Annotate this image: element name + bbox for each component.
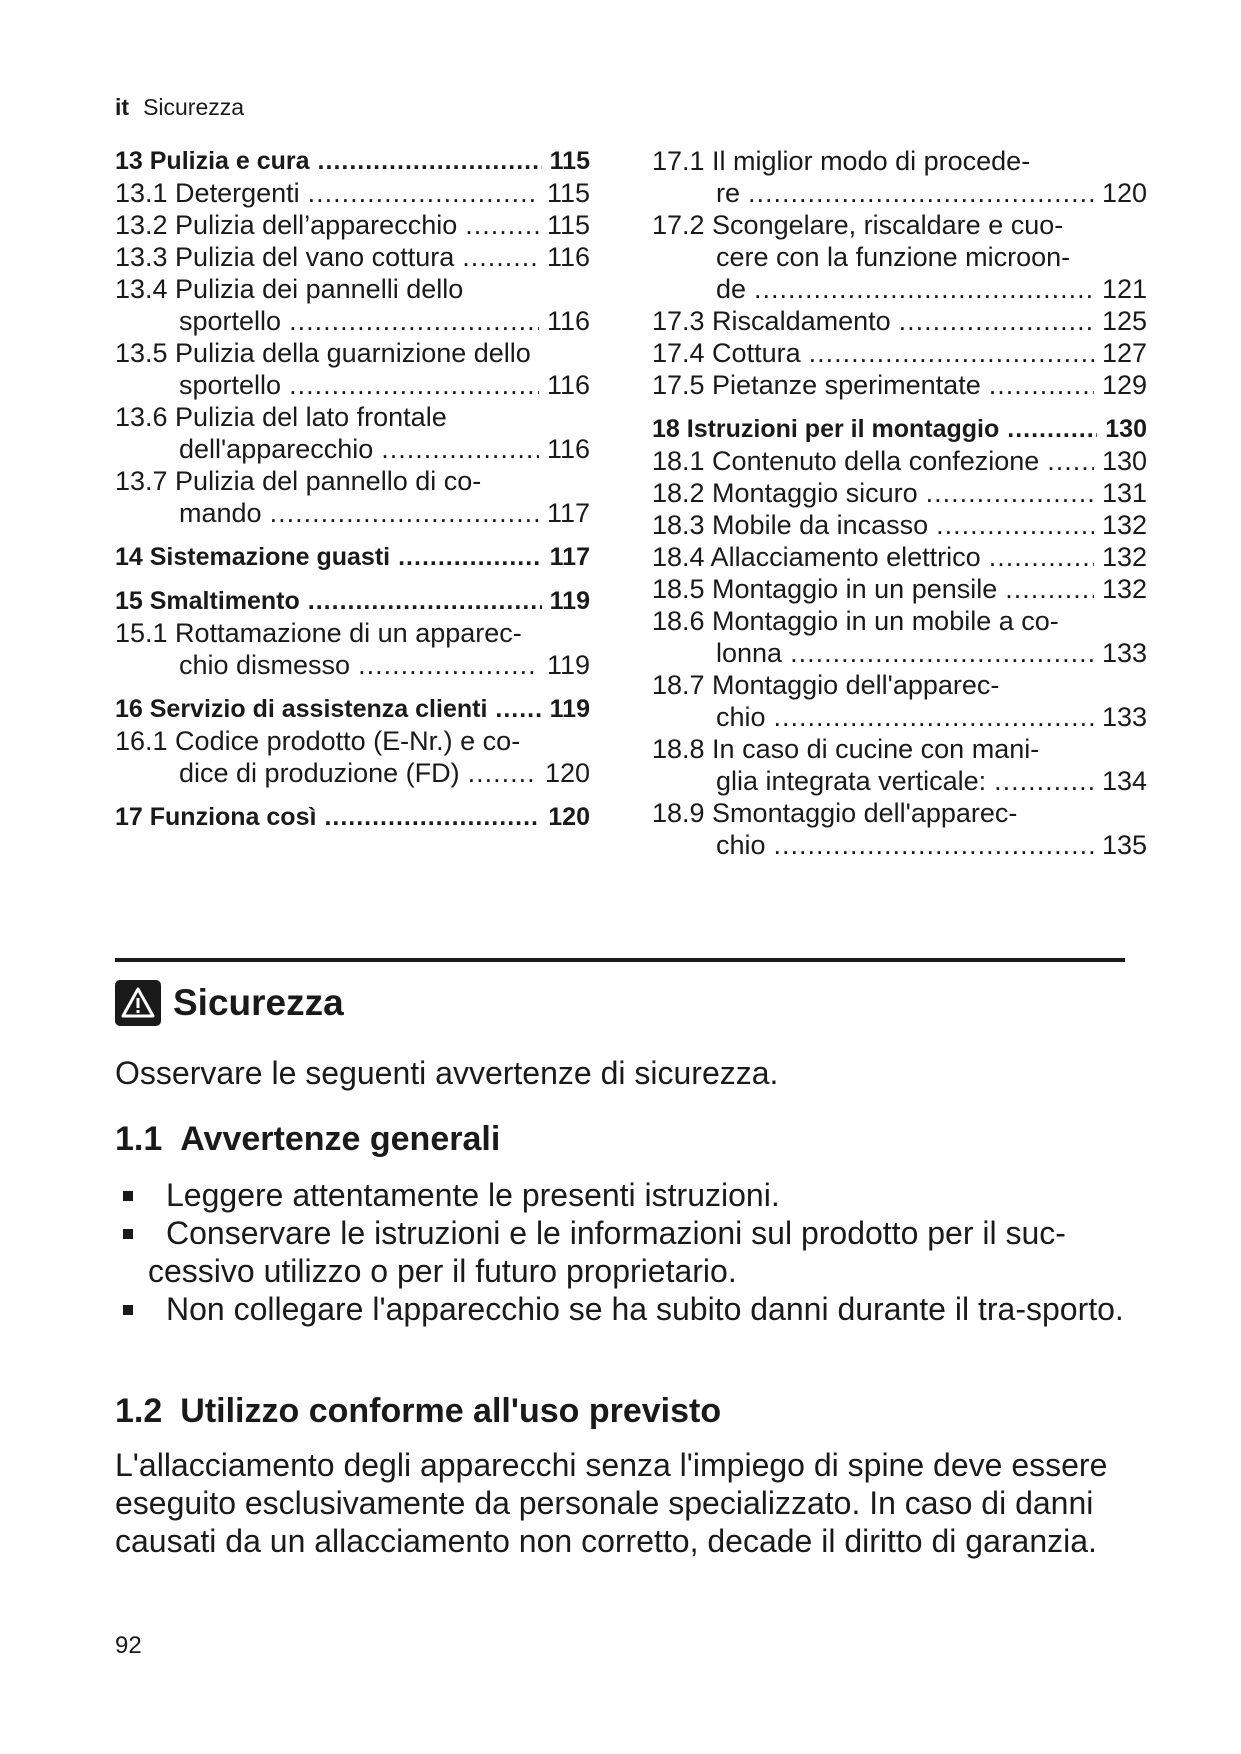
language-code: it [115, 94, 130, 120]
toc-entry-last-line [115, 757, 590, 789]
toc-page-number: 116 [546, 242, 590, 272]
toc-entry-title: 18.5 Montaggio in un pensile [652, 574, 998, 604]
toc-leader-dots [989, 541, 1094, 573]
toc-entry-last-line [652, 765, 1147, 797]
toc-entry-title: 17 Funziona così [115, 803, 317, 831]
toc-entry-title-continued: chio [716, 830, 766, 860]
list-item-text: Conservare le istruzioni e le informazioni sul prodotto per il suc-cessivo utilizzo o per il futuro proprietario. [148, 1215, 1066, 1289]
toc-subsection [652, 209, 1147, 305]
toc-entry-last-line [652, 177, 1147, 209]
toc-page-number: 131 [1101, 478, 1147, 508]
toc-page-number: 130 [1105, 415, 1147, 443]
toc-subsection [115, 465, 590, 529]
toc-entry-title: 15 Smaltimento [115, 587, 300, 615]
toc-subsection [652, 145, 1147, 209]
toc-leader-dots [270, 497, 539, 529]
toc-page-number: 130 [1101, 446, 1147, 476]
toc-leader-dots [774, 829, 1094, 861]
toc-subsection [652, 305, 1147, 337]
toc-leader-dots [318, 145, 542, 177]
toc-page-number: 119 [549, 587, 590, 615]
toc-leader-dots [1005, 573, 1094, 605]
toc-entry-title: 13.4 Pulizia dei pannelli dello [115, 274, 464, 304]
warning-triangle-icon [115, 980, 161, 1026]
toc-entry-title-continued: cere con la funzione microon- [716, 242, 1071, 272]
toc-subsection [115, 241, 590, 273]
section-intro: Osservare le seguenti avvertenze di sicurezza. [115, 1055, 779, 1091]
toc-entry-last-line [115, 497, 590, 529]
toc-entry-title: 17.4 Cottura [652, 338, 801, 368]
toc-leader-dots [790, 637, 1094, 669]
section-divider [115, 958, 1125, 962]
toc-page-number: 135 [1101, 830, 1147, 860]
table-of-contents-left [115, 145, 590, 833]
toc-entry-title-continued: dell'apparecchio [179, 434, 374, 464]
toc-leader-dots [381, 433, 539, 465]
toc-entry-title-continued: chio [716, 702, 766, 732]
toc-subsection [652, 369, 1147, 401]
toc-entry-title: 18.2 Montaggio sicuro [652, 478, 918, 508]
toc-leader-dots [468, 757, 537, 789]
toc-entry-title: 17.1 Il miglior modo di procede- [652, 146, 1031, 176]
intended-use-paragraph: L'allacciamento degli apparecchi senza l'impiego di spine deve essere eseguito esclusivamente da personale specializzato. In caso di danni causati da un allacciamento non corretto, decade il diritto di garanzia. [115, 1447, 1108, 1559]
toc-entry-title: 18.7 Montaggio dell'apparec- [652, 670, 1000, 700]
toc-entry-title: 18 Istruzioni per il montaggio [652, 415, 1000, 443]
toc-entry-last-line [652, 701, 1147, 733]
toc-page-number: 127 [1101, 338, 1147, 368]
toc-page-number: 116 [546, 434, 590, 464]
toc-page-number: 117 [546, 498, 590, 528]
toc-entry-title-continued: lonna [716, 638, 783, 668]
toc-leader-dots [936, 509, 1094, 541]
toc-leader-dots [462, 241, 539, 273]
toc-leader-dots [1007, 413, 1097, 445]
warning-list [115, 1176, 1145, 1328]
toc-page-number: 121 [1101, 274, 1147, 304]
heading-text: Avvertenze generali [180, 1120, 501, 1158]
toc-subsection [652, 669, 1147, 733]
toc-subsection [652, 445, 1147, 477]
toc-page-number: 116 [546, 370, 590, 400]
toc-entry-title: 18.3 Mobile da incasso [652, 510, 929, 540]
toc-leader-dots [308, 585, 542, 617]
toc-chapter [115, 585, 590, 617]
toc-entry-title: 13.3 Pulizia del vano cottura [115, 242, 455, 272]
heading-general-warnings [115, 1120, 500, 1159]
toc-page-number: 132 [1101, 542, 1147, 572]
toc-entry-title: 15.1 Rottamazione di un apparec- [115, 618, 522, 648]
toc-page-number: 115 [546, 210, 590, 240]
toc-entry-title-continued: glia integrata verticale: [716, 766, 987, 796]
section-title: Sicurezza [173, 982, 344, 1023]
toc-entry-title: 13 Pulizia e cura [115, 147, 310, 175]
toc-page-number: 120 [544, 758, 590, 788]
toc-subsection [652, 541, 1147, 573]
toc-chapter [115, 145, 590, 177]
toc-entry-title: 18.1 Contenuto della confezione [652, 446, 1040, 476]
toc-page-number: 134 [1101, 766, 1147, 796]
running-header [115, 94, 244, 121]
toc-chapter [115, 801, 590, 833]
toc-entry-title: 16.1 Codice prodotto (E-Nr.) e co- [115, 726, 521, 756]
toc-page-number: 116 [546, 306, 590, 336]
toc-entry-last-line [652, 829, 1147, 861]
toc-entry-title: 18.9 Smontaggio dell'apparec- [652, 798, 1018, 828]
toc-leader-dots [465, 209, 539, 241]
toc-entry-last-line [115, 369, 590, 401]
toc-subsection [115, 725, 590, 789]
table-of-contents-right [652, 145, 1147, 861]
toc-subsection [652, 573, 1147, 605]
toc-leader-dots [289, 369, 539, 401]
toc-page-number: 115 [549, 147, 590, 175]
toc-entry-title: 17.2 Scongelare, riscaldare e cuo- [652, 210, 1064, 240]
toc-page-number: 120 [548, 803, 590, 831]
toc-subsection [115, 401, 590, 465]
toc-leader-dots [989, 369, 1094, 401]
list-item [115, 1176, 1145, 1214]
toc-leader-dots [1047, 445, 1094, 477]
toc-entry-title: 17.5 Pietanze sperimentate [652, 370, 981, 400]
toc-entry-last-line [115, 305, 590, 337]
toc-page-number: 129 [1101, 370, 1147, 400]
toc-subsection [652, 797, 1147, 861]
toc-entry-title: 13.2 Pulizia dell’apparecchio [115, 210, 458, 240]
list-item [115, 1214, 1145, 1290]
list-item-text: Leggere attentamente le presenti istruzioni. [166, 1177, 780, 1213]
toc-subsection [115, 177, 590, 209]
toc-leader-dots [899, 305, 1094, 337]
toc-entry-title-continued: mando [179, 498, 262, 528]
toc-entry-title: 14 Sistemazione guasti [115, 543, 391, 571]
toc-page-number: 132 [1101, 574, 1147, 604]
toc-subsection [652, 337, 1147, 369]
toc-leader-dots [358, 649, 539, 681]
page-number: 92 [115, 1632, 142, 1659]
bullet-square-icon [123, 1191, 133, 1201]
toc-entry-last-line [652, 273, 1147, 305]
toc-page-number: 119 [546, 650, 590, 680]
toc-page-number: 132 [1101, 510, 1147, 540]
toc-entry-title: 13.5 Pulizia della guarnizione dello [115, 338, 531, 368]
toc-subsection [652, 733, 1147, 797]
toc-entry-title-continued: sportello [179, 370, 282, 400]
toc-chapter [652, 413, 1147, 445]
toc-leader-dots [495, 693, 541, 725]
toc-entry-last-line [115, 649, 590, 681]
toc-subsection [652, 605, 1147, 669]
toc-entry-title-continued: sportello [179, 306, 282, 336]
toc-leader-dots [324, 801, 540, 833]
toc-subsection [115, 337, 590, 401]
toc-page-number: 133 [1101, 638, 1147, 668]
toc-leader-dots [809, 337, 1094, 369]
toc-subsection [115, 617, 590, 681]
toc-entry-title: 16 Servizio di assistenza clienti [115, 695, 488, 723]
toc-entry-title: 18.4 Allacciamento elettrico [652, 542, 981, 572]
toc-entry-title-continued: re [716, 178, 741, 208]
toc-entry-title: 13.7 Pulizia del pannello di co- [115, 466, 482, 496]
toc-chapter [115, 693, 590, 725]
toc-leader-dots [308, 177, 539, 209]
list-item [115, 1290, 1145, 1328]
list-item-text: Non collegare l'apparecchio se ha subito danni durante il tra-sporto. [166, 1291, 1124, 1327]
toc-entry-title: 13.6 Pulizia del lato frontale [115, 402, 447, 432]
toc-subsection [652, 477, 1147, 509]
heading-intended-use [115, 1392, 721, 1431]
heading-number: 1.2 [115, 1392, 163, 1430]
toc-leader-dots [994, 765, 1094, 797]
toc-entry-last-line [652, 637, 1147, 669]
toc-entry-title-continued: chio dismesso [179, 650, 351, 680]
toc-leader-dots [926, 477, 1094, 509]
toc-subsection [115, 209, 590, 241]
toc-entry-title: 18.6 Montaggio in un mobile a co- [652, 606, 1059, 636]
toc-page-number: 119 [549, 695, 590, 723]
running-section-title: Sicurezza [143, 94, 245, 120]
toc-entry-title: 17.3 Riscaldamento [652, 306, 891, 336]
toc-subsection [115, 273, 590, 337]
toc-page-number: 120 [1101, 178, 1147, 208]
toc-entry-title-continued: de [716, 274, 747, 304]
toc-leader-dots [398, 541, 542, 573]
toc-chapter [115, 541, 590, 573]
toc-page-number: 125 [1101, 306, 1147, 336]
toc-page-number: 117 [549, 543, 590, 571]
toc-leader-dots [289, 305, 539, 337]
heading-number: 1.1 [115, 1120, 163, 1158]
bullet-square-icon [123, 1305, 133, 1315]
heading-text: Utilizzo conforme all'uso previsto [180, 1392, 722, 1430]
bullet-square-icon [123, 1229, 133, 1239]
toc-page-number: 115 [546, 178, 590, 208]
toc-entry-last-line [115, 433, 590, 465]
toc-entry-title: 18.8 In caso di cucine con mani- [652, 734, 1040, 764]
toc-leader-dots [754, 273, 1094, 305]
toc-leader-dots [748, 177, 1094, 209]
toc-leader-dots [774, 701, 1094, 733]
toc-page-number: 133 [1101, 702, 1147, 732]
toc-subsection [652, 509, 1147, 541]
toc-entry-title-continued: dice di produzione (FD) [179, 758, 460, 788]
section-heading [115, 980, 344, 1026]
toc-entry-title: 13.1 Detergenti [115, 178, 300, 208]
